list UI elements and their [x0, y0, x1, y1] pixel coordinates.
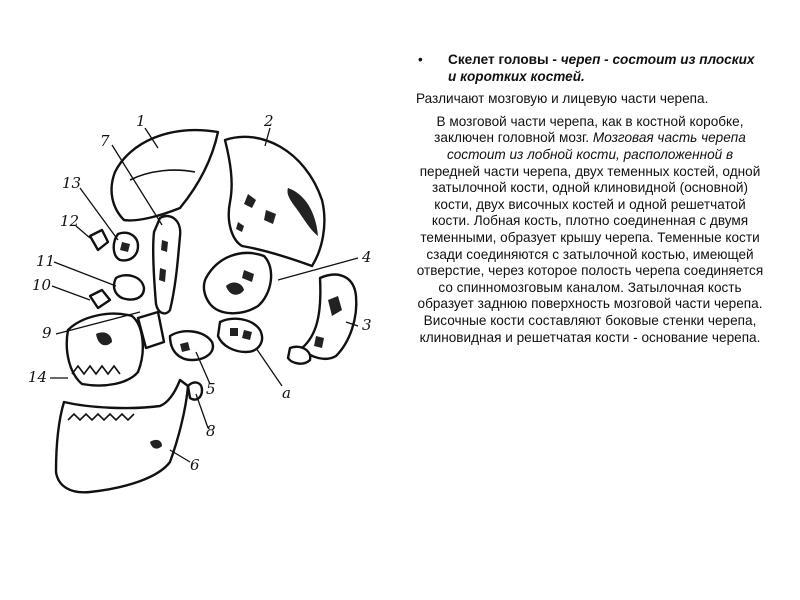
lead-normal: Скелет головы - — [448, 52, 561, 67]
bullet-marker: • — [418, 52, 423, 67]
paragraph-1 — [416, 91, 764, 108]
label-4: 4 — [362, 248, 372, 266]
paragraph-1-text: Различают мозговую и лицевую части черепа. — [416, 91, 709, 107]
sphenoid-bone — [218, 319, 262, 352]
occipital-condyle — [288, 347, 310, 364]
nasal-bone — [90, 230, 108, 250]
bullet-item — [416, 52, 764, 85]
mandible — [56, 380, 188, 492]
text-column — [416, 52, 764, 346]
skull-exploded-diagram — [20, 90, 410, 520]
label-12: 12 — [60, 212, 80, 230]
palatine-bone — [90, 290, 110, 308]
paragraph-2-rest: передней части черепа, двух теменных костей, одной затылочной кости, одной клиновидной (основной) кости, двух височных костей и одной решетчатой кости. Лобная кость, плотно соединенная с двумя теменными, образует крышу черепа. Теменные кости сзади соединяются с затылочной костью, имеющей отверстие, через которое полость черепа соединяется со спинномозговым каналом. Затылочная кость образует заднюю поверхность мозговой части черепа. Височные кости составляют боковые стенки черепа, клиновидная и решетчатая кости - основание черепа. — [416, 163, 764, 345]
paragraph-2 — [416, 114, 764, 346]
frontal-bone — [112, 130, 218, 220]
label-3: 3 — [362, 316, 372, 334]
label-2: 2 — [264, 112, 274, 130]
hyoid-bone — [188, 383, 202, 400]
lead-italic: череп - состоит из плоских и коротких костей. — [448, 52, 755, 84]
paragraph-2-normal: В мозговой части черепа, как в костной коробке, заключен головной мозг. — [434, 113, 744, 146]
label-9: 9 — [42, 324, 52, 342]
label-8: 8 — [206, 422, 216, 440]
label-1: 1 — [136, 112, 146, 130]
ethmoid-bone — [153, 216, 180, 313]
label-14: 14 — [28, 368, 48, 386]
lead-sentence — [448, 52, 764, 85]
zygomatic-bone — [114, 275, 144, 299]
label-a: a — [282, 384, 291, 402]
label-13: 13 — [62, 174, 82, 192]
label-5: 5 — [206, 380, 216, 398]
paragraph-2-italic: Мозговая часть черепа состоит из лобной кости, расположенной в — [446, 130, 746, 162]
occipital-bone — [302, 275, 356, 359]
label-11: 11 — [36, 252, 56, 270]
label-10: 10 — [32, 276, 52, 294]
zygomatic-arch — [170, 331, 213, 360]
label-7: 7 — [100, 132, 110, 150]
label-6: 6 — [190, 456, 200, 474]
maxilla — [67, 314, 143, 386]
parietal-bone — [225, 137, 324, 266]
